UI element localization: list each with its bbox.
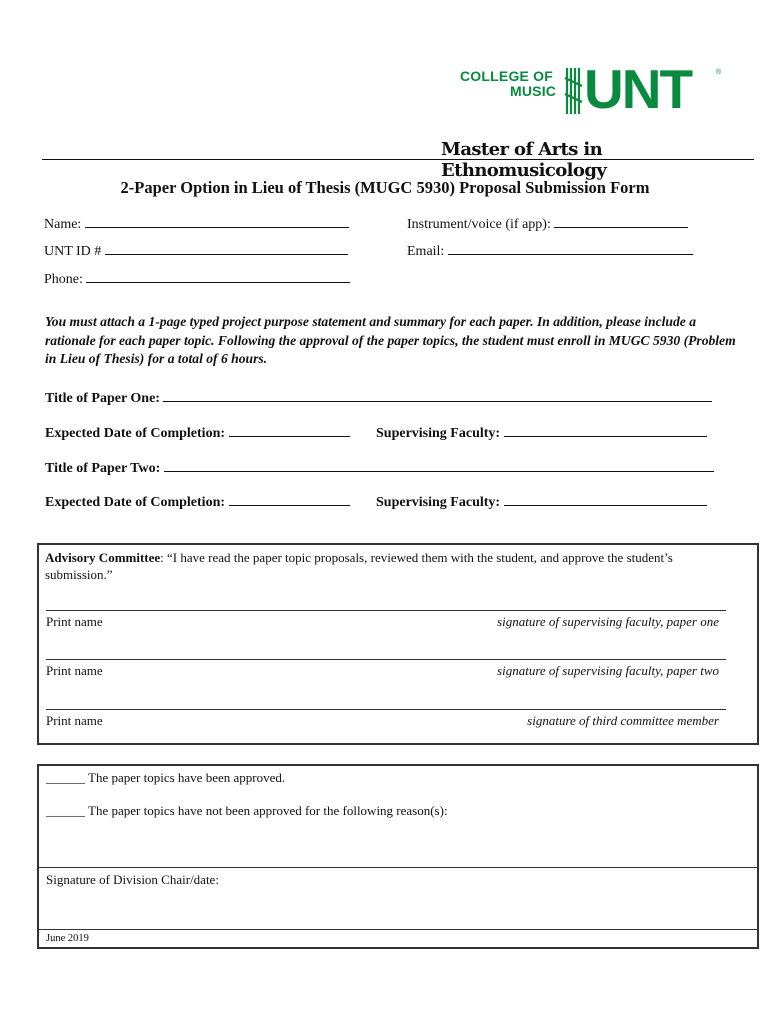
title-paper-one-label: Title of Paper One: bbox=[45, 391, 160, 406]
signature-one-caption: signature of supervising faculty, paper one bbox=[497, 614, 719, 629]
phone-line[interactable] bbox=[86, 270, 350, 283]
email-label: Email: bbox=[407, 244, 445, 259]
faculty-paper-two-field[interactable] bbox=[376, 493, 707, 511]
title-paper-two-field[interactable] bbox=[45, 459, 714, 477]
print-name-one: Print name bbox=[46, 614, 103, 629]
signature-line-two[interactable] bbox=[46, 659, 726, 660]
chair-signature-label: Signature of Division Chair/date: bbox=[46, 872, 219, 887]
faculty-paper-one-label: Supervising Faculty: bbox=[376, 426, 501, 441]
footer-divider bbox=[39, 929, 757, 930]
logo-college-of: COLLEGE OF bbox=[460, 68, 553, 84]
committee-heading: Advisory Committee bbox=[45, 550, 161, 565]
unt-id-field[interactable] bbox=[44, 242, 348, 260]
date-paper-one-field[interactable] bbox=[45, 424, 350, 442]
committee-statement-text: : “I have read the paper topic proposals, reviewed them with the student, and approve the student’s submission.” bbox=[45, 550, 673, 582]
instrument-label: Instrument/voice (if app): bbox=[407, 217, 551, 232]
title-paper-one-line[interactable] bbox=[163, 389, 712, 402]
header-rule bbox=[42, 159, 754, 160]
print-name-two: Print name bbox=[46, 663, 103, 678]
title-paper-two-label: Title of Paper Two: bbox=[45, 461, 161, 476]
date-paper-two-field[interactable] bbox=[45, 493, 350, 511]
faculty-paper-two-line[interactable] bbox=[504, 493, 707, 506]
unt-id-label: UNT ID # bbox=[44, 244, 102, 259]
music-staff-icon bbox=[564, 66, 584, 116]
faculty-paper-two-label: Supervising Faculty: bbox=[376, 495, 501, 510]
form-date: June 2019 bbox=[46, 933, 89, 944]
logo-music: MUSIC bbox=[510, 83, 557, 99]
print-name-three: Print name bbox=[46, 713, 103, 728]
phone-label: Phone: bbox=[44, 272, 83, 287]
name-field[interactable] bbox=[44, 215, 349, 233]
date-paper-one-label: Expected Date of Completion: bbox=[45, 426, 226, 441]
unt-college-of-music-logo bbox=[458, 58, 726, 120]
title-paper-two-line[interactable] bbox=[164, 459, 714, 472]
name-label: Name: bbox=[44, 217, 82, 232]
signature-line-three[interactable] bbox=[46, 709, 726, 710]
form-title: 2-Paper Option in Lieu of Thesis (MUGC 5930) Proposal Submission Form bbox=[120, 178, 650, 197]
signature-line-one[interactable] bbox=[46, 610, 726, 611]
title-paper-one-field[interactable] bbox=[45, 389, 712, 407]
email-line[interactable] bbox=[448, 242, 693, 255]
committee-statement bbox=[45, 549, 735, 583]
program-title: Master of Arts in Ethnomusicology bbox=[441, 139, 607, 181]
faculty-paper-one-line[interactable] bbox=[504, 424, 707, 437]
email-field[interactable] bbox=[407, 242, 693, 260]
instrument-field[interactable] bbox=[407, 215, 688, 233]
date-paper-one-line[interactable] bbox=[229, 424, 350, 437]
logo-registered-mark: ® bbox=[716, 69, 722, 76]
date-paper-two-line[interactable] bbox=[229, 493, 350, 506]
not-approved-line[interactable]: ______ The paper topics have not been approved for the following reason(s): bbox=[46, 803, 448, 818]
phone-field[interactable] bbox=[44, 270, 350, 288]
chair-divider bbox=[39, 867, 757, 868]
signature-three-caption: signature of third committee member bbox=[527, 713, 719, 728]
signature-two-caption: signature of supervising faculty, paper two bbox=[497, 663, 719, 678]
advisory-committee-box bbox=[37, 543, 759, 745]
faculty-paper-one-field[interactable] bbox=[376, 424, 707, 442]
logo-unt: UNT bbox=[584, 58, 692, 120]
date-paper-two-label: Expected Date of Completion: bbox=[45, 495, 226, 510]
instrument-line[interactable] bbox=[554, 215, 688, 228]
name-line[interactable] bbox=[85, 215, 349, 228]
approval-box bbox=[37, 764, 759, 949]
unt-id-line[interactable] bbox=[105, 242, 348, 255]
attachment-notice: You must attach a 1-page typed project purpose statement and summary for each paper. In addition, please include a rationale for each paper topic. Following the approval of the paper topics, the student must enroll in MUGC 5930 (Problem in Lieu of Thesis) for a total of 6 hours. bbox=[45, 314, 736, 366]
approved-line[interactable]: ______ The paper topics have been approved. bbox=[46, 770, 286, 785]
